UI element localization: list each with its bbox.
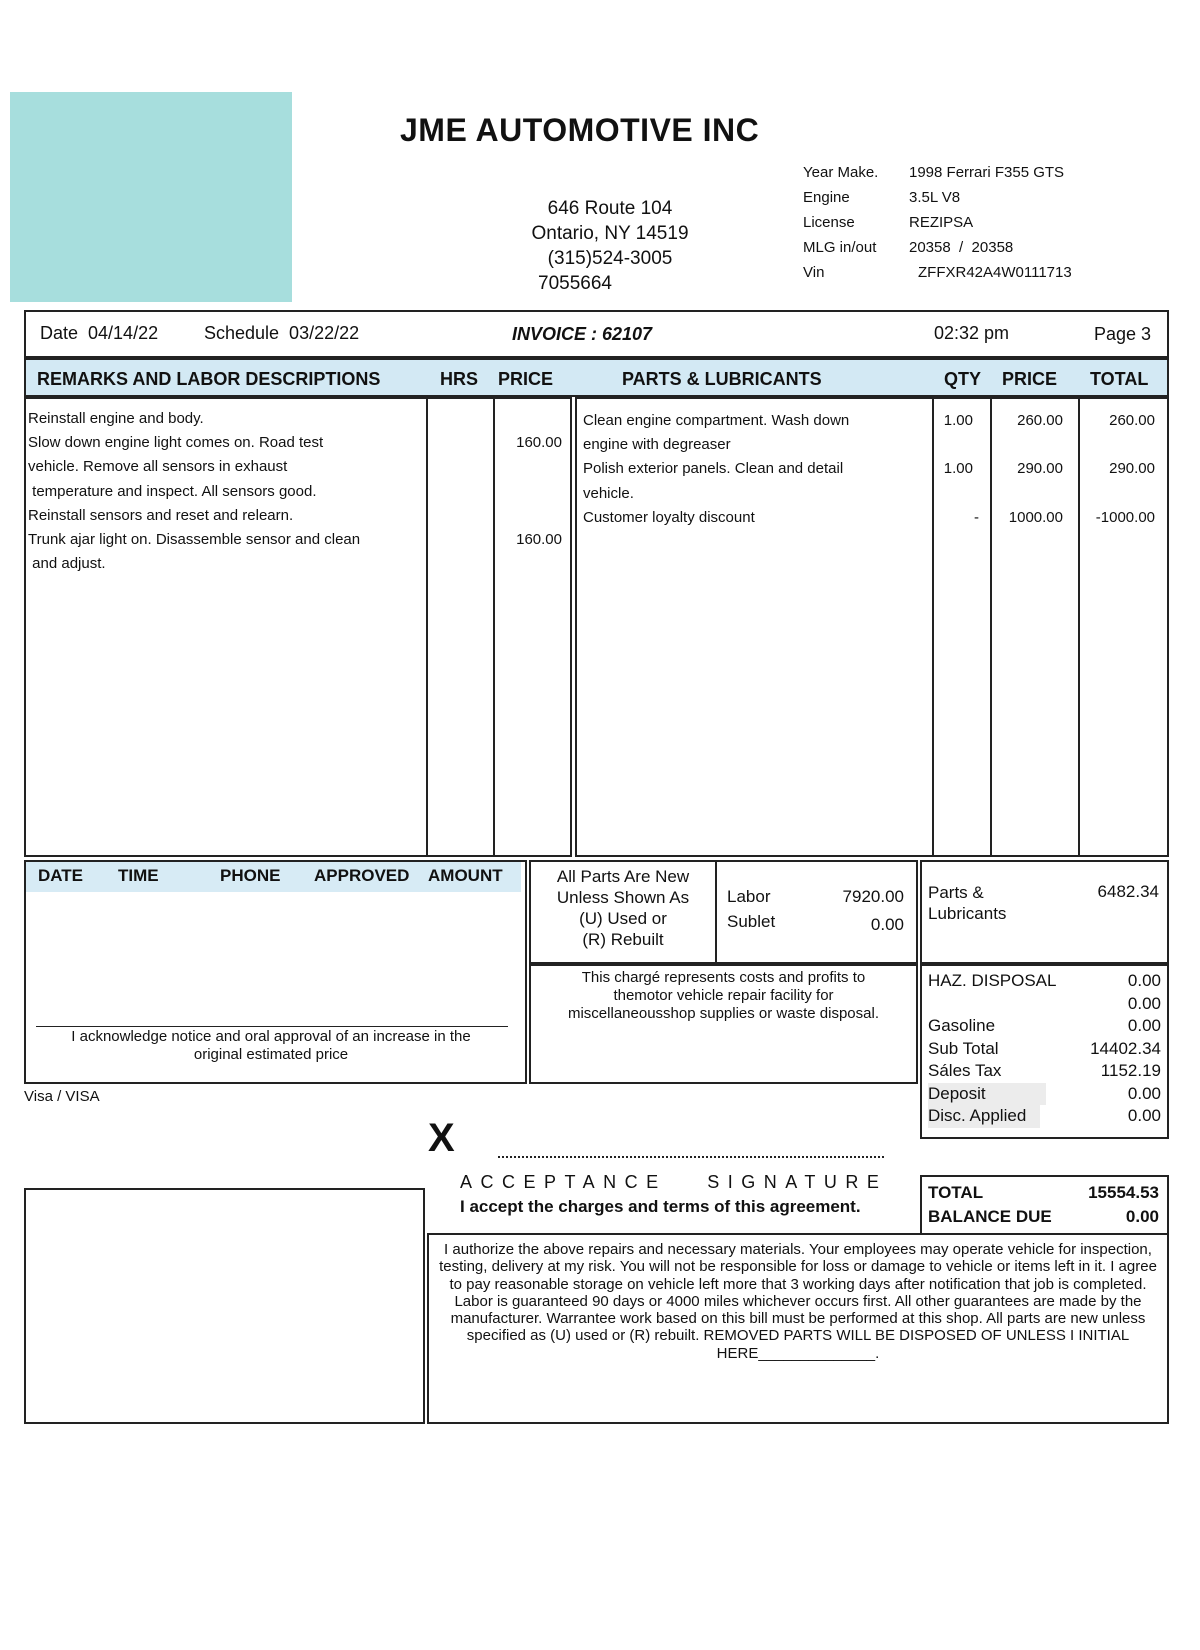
schedule-date: Schedule 03/22/22 — [204, 323, 360, 343]
deposit-row: Deposit 0.00 — [928, 1083, 1161, 1106]
col-parts: PARTS & LUBRICANTS — [622, 369, 822, 389]
acceptance-signature-title: ACCEPTANCE SIGNATURE — [460, 1172, 888, 1192]
gasoline-row: Gasoline 0.00 — [928, 1016, 1161, 1035]
total-value: 15554.53 — [1088, 1183, 1159, 1202]
approval-date-col: DATE — [38, 866, 84, 885]
col-remarks: REMARKS AND LABOR DESCRIPTIONS — [37, 369, 381, 389]
labor-line: Reinstall sensors and reset and relearn. — [28, 506, 294, 524]
engine-label: Engine — [803, 189, 850, 206]
vehicle-info — [803, 160, 1183, 285]
parts-line: Polish exterior panels. Clean and detail 1.00 290.00 290.00 — [583, 460, 1155, 478]
mileage-label: MLG in/out — [803, 239, 877, 256]
approval-time-col: TIME — [118, 866, 159, 885]
totals-box — [920, 964, 1169, 1139]
col-labor-price: PRICE — [498, 369, 554, 389]
parts-section — [575, 397, 1169, 857]
page-number: Page 3 — [1094, 324, 1152, 344]
sublet-value: 0.00 — [870, 915, 904, 934]
col-hrs: HRS — [440, 369, 479, 389]
vin-label: Vin — [803, 264, 825, 281]
labor-line: temperature and inspect. All sensors good. — [28, 482, 317, 500]
parts-notice-line: (R) Rebuilt — [582, 930, 664, 949]
signature-x: X — [428, 1116, 455, 1160]
company-address — [510, 196, 710, 296]
parts-total-value: 6482.34 — [1097, 882, 1159, 901]
address-line-1: 646 Route 104 — [547, 198, 673, 219]
parts-notice-line: Unless Shown As — [556, 888, 690, 907]
disc-applied-row: Disc. Applied 0.00 — [928, 1105, 1161, 1128]
labor-line: Trunk ajar light on. Disassemble sensor and clean 160.00 — [28, 531, 562, 549]
labor-lines — [28, 407, 568, 576]
parts-total-label: Parts & Lubricants — [928, 883, 1007, 923]
sublet-label: Sublet — [727, 912, 776, 931]
company-name: JME AUTOMOTIVE INC — [400, 112, 760, 148]
acknowledge-text: I acknowledge notice and oral approval of an increase in the original estimated price — [71, 1028, 471, 1063]
approval-section — [24, 860, 527, 1084]
subtotal-row: Sub Total 14402.34 — [928, 1038, 1161, 1058]
labor-total-value: 7920.00 — [842, 887, 904, 906]
parts-notice-box — [529, 860, 717, 964]
haz-row: HAZ. DISPOSAL 0.00 — [928, 971, 1161, 990]
terms-text: I authorize the above repairs and necessary materials. Your employees may operate vehicle for inspection, testing, delivery at my risk. You will not be responsible for loss or damage to vehicle or items left in it. I agree to pay reasonable storage on vehicle left more that 3 working days after notification that job is completed. Labor is guaranteed 90 days or 4000 miles whichever occurs first. All other guarantees are made by the manufacturer. Warrantee work based on this bill must be performed at this shop. All parts are new unless specified as (U) used or (R) rebuilt. REMOVED PARTS WILL BE DISPOSED OF UNLESS I INITIAL HERE______________. — [439, 1241, 1157, 1362]
invoice-number: INVOICE : 62107 — [512, 324, 653, 344]
invoice-header-bar — [24, 310, 1169, 358]
parts-lines — [583, 409, 1163, 530]
vin-value: ZFFXR42A4W0111713 — [918, 264, 1072, 281]
approval-amount-col: AMOUNT — [428, 866, 503, 885]
totals-lines — [928, 970, 1161, 1128]
sticky-note — [10, 92, 292, 302]
sales-tax-row: Sáles Tax 1152.19 — [928, 1061, 1161, 1080]
parts-notice-line: (U) Used or — [579, 909, 667, 928]
labor-line: vehicle. Remove all sensors in exhaust — [28, 458, 288, 476]
col-parts-price: PRICE — [1002, 369, 1058, 389]
labor-line: Reinstall engine and body. — [28, 410, 204, 427]
parts-line: Clean engine compartment. Wash down 1.00 260.00 260.00 — [583, 412, 1155, 429]
notes-box — [24, 1188, 425, 1424]
labor-section — [24, 397, 572, 857]
parts-notice-line: All Parts Are New — [556, 867, 690, 886]
parts-notice-text — [531, 866, 715, 950]
parts-line: vehicle. — [583, 484, 634, 502]
invoice-date: Date 04/14/22 — [40, 323, 159, 343]
signature-line[interactable] — [498, 1156, 884, 1158]
mileage-value: 20358 / 20358 — [909, 239, 1014, 256]
year-make-label: Year Make. — [803, 164, 879, 181]
year-make-value: 1998 Ferrari F355 GTS — [909, 164, 1065, 181]
license-value: REZIPSA — [909, 214, 974, 231]
terms-box — [427, 1233, 1169, 1424]
payment-method: Visa / VISA — [24, 1088, 100, 1105]
company-number: 7055664 — [538, 273, 612, 294]
balance-due-label: BALANCE DUE — [928, 1207, 1052, 1226]
engine-value: 3.5L V8 — [909, 189, 961, 206]
license-label: License — [803, 214, 855, 231]
col-total: TOTAL — [1090, 369, 1149, 389]
blank-row: 0.00 — [1127, 993, 1161, 1013]
labor-total-label: Labor — [727, 887, 771, 906]
invoice-time: 02:32 pm — [934, 323, 1010, 343]
grand-total-box — [920, 1175, 1169, 1235]
total-label: TOTAL — [928, 1183, 984, 1202]
approval-phone-col: PHONE — [220, 866, 281, 885]
labor-line: and adjust. — [28, 555, 106, 573]
parts-line: engine with degreaser — [583, 436, 731, 454]
charge-note-text: This chargé represents costs and profits to themotor vehicle repair facility for miscellaneousshop supplies or waste disposal. — [567, 969, 879, 1022]
labor-line: Slow down engine light comes on. Road test 160.00 — [28, 434, 562, 452]
charge-note-box — [529, 964, 918, 1084]
address-line-2: Ontario, NY 14519 — [531, 223, 689, 244]
approval-approved-col: APPROVED — [314, 866, 410, 885]
acceptance-statement: I accept the charges and terms of this agreement. — [460, 1197, 861, 1216]
parts-total-box — [920, 860, 1169, 964]
parts-line: Customer loyalty discount - 1000.00 -1000.00 — [583, 508, 1155, 526]
company-phone: (315)524-3005 — [547, 248, 673, 269]
balance-due-value: 0.00 — [1125, 1207, 1159, 1226]
approval-header — [26, 862, 521, 892]
column-header-bar — [24, 358, 1169, 397]
col-qty: QTY — [944, 369, 982, 389]
labor-sublet-box — [715, 860, 918, 964]
